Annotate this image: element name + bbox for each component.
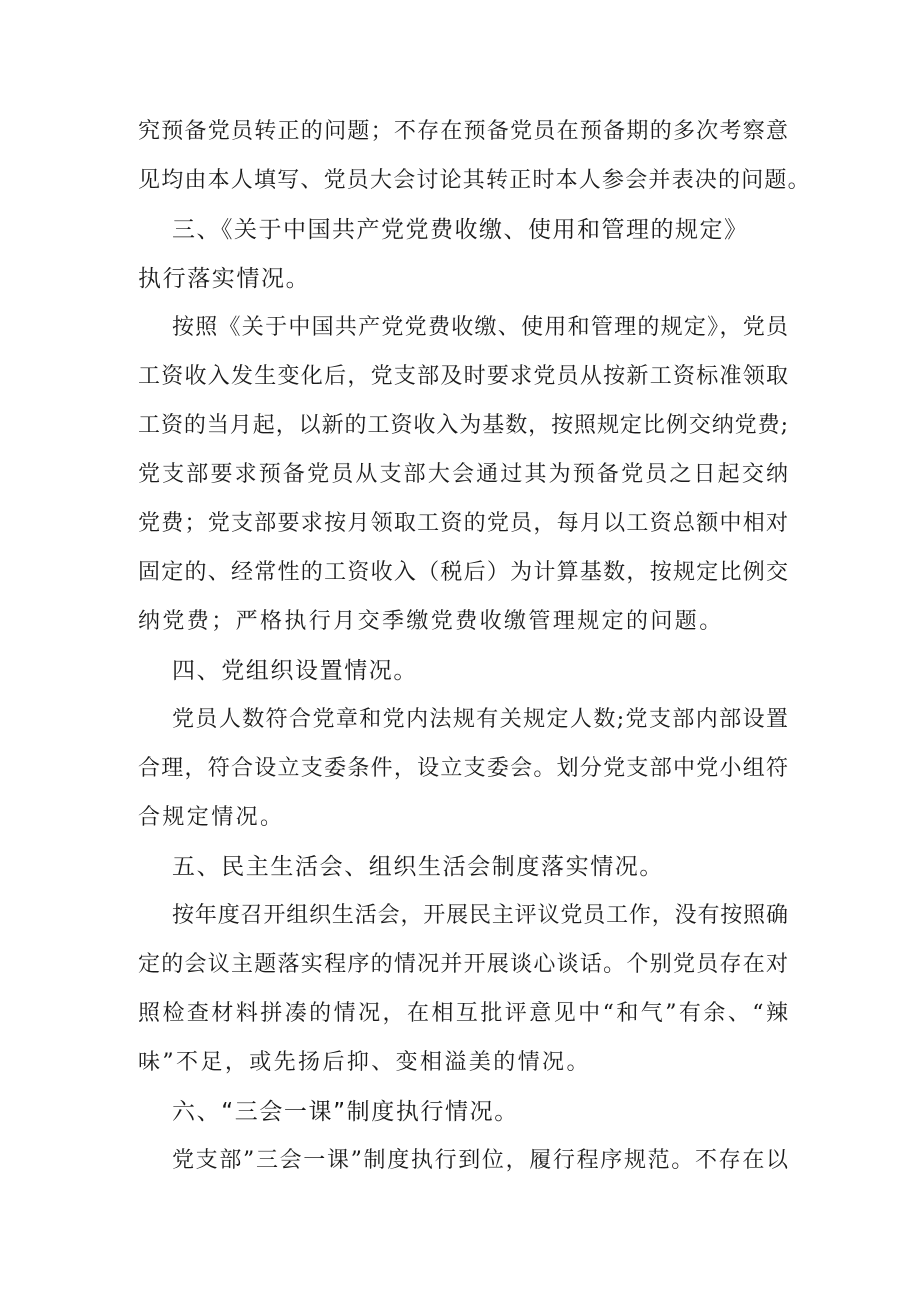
- body-line: 党支部”三会一课”制度执行到位，履行程序规范。不存在以: [172, 1148, 788, 1173]
- body-line: 工资收入发生变化后，党支部及时要求党员从按新工资标准领取: [138, 364, 788, 389]
- section-heading-4: 四、党组织设置情况。: [172, 658, 418, 684]
- body-line: 党费；党支部要求按月领取工资的党员，每月以工资总额中相对: [138, 511, 788, 536]
- body-line: 党员人数符合党章和党内法规有关规定人数;党支部内部设置: [172, 707, 788, 732]
- body-line: 工资的当月起，以新的工资收入为基数，按照规定比例交纳党费;: [138, 413, 788, 438]
- body-line: 照检查材料拼凑的情况，在相互批评意见中“和气”有余、“辣: [138, 1001, 788, 1026]
- body-line: 定的会议主题落实程序的情况并开展谈心谈话。个别党员存在对: [138, 952, 788, 977]
- section-heading-3: 三、《关于中国共产党党费收缴、使用和管理的规定》: [172, 217, 749, 243]
- body-line: 固定的、经常性的工资收入（税后）为计算基数，按规定比例交: [138, 560, 788, 585]
- body-line: 按年度召开组织生活会，开展民主评议党员工作，没有按照确: [172, 903, 788, 928]
- body-line: 见均由本人填写、党员大会讨论其转正时本人参会并表决的问题。: [138, 168, 811, 193]
- body-line: 究预备党员转正的问题；不存在预备党员在预备期的多次考察意: [138, 119, 788, 144]
- body-line: 味”不足，或先扬后抑、变相溢美的情况。: [138, 1050, 591, 1075]
- body-line: 按照《关于中国共产党党费收缴、使用和管理的规定》，党员: [172, 315, 788, 340]
- section-heading-3-continued: 执行落实情况。: [138, 266, 311, 292]
- section-heading-6: 六、“三会一课”制度执行情况。: [172, 1099, 519, 1125]
- body-line: 党支部要求预备党员从支部大会通过其为预备党员之日起交纳: [138, 462, 788, 487]
- section-heading-5: 五、民主生活会、组织生活会制度落实情况。: [172, 854, 664, 880]
- body-line: 合规定情况。: [138, 805, 285, 830]
- body-line: 纳党费；严格执行月交季缴党费收缴管理规定的问题。: [138, 609, 724, 634]
- body-line: 合理，符合设立支委条件，设立支委会。划分党支部中党小组符: [138, 756, 788, 781]
